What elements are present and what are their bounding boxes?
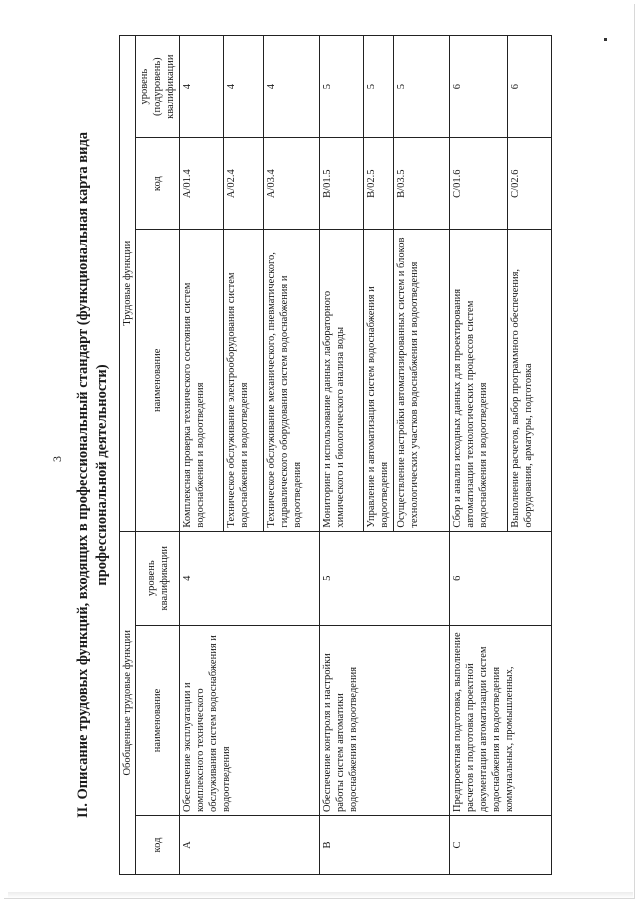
tf-code-cell: B/01.5 [320,138,364,230]
page-shadow [8,892,633,898]
gf-name-cell: Обеспечение контроля и настройки работы систем автоматики водоснабжения и водоотведения [320,625,450,815]
tf-level-cell: 6 [508,36,552,138]
header-level: уровень квалификации [136,531,180,625]
tf-code-cell: A/02.4 [224,138,264,230]
tf-level-cell: 4 [180,36,224,138]
gf-code-cell: A [180,816,320,875]
tf-name-cell: Техническое обслуживание электрооборудования систем водоснабжения и водоотведения [224,230,264,532]
gf-name-cell: Обеспечение эксплуатации и комплексного технического обслуживания систем водоснабжения и водоотведения [180,625,320,815]
tf-level-cell: 5 [364,36,394,138]
tf-code-cell: B/02.5 [364,138,394,230]
table-row [180,36,224,875]
tf-level-cell: 6 [450,36,508,138]
gf-name-cell: Предпроектная подготовка, выполнение расчетов и подготовка проектной документации автоматизации систем водоснабжения и водоотведения коммунальных, промышленных, [450,625,552,815]
tf-code-cell: C/01.6 [450,138,508,230]
tf-level-cell: 5 [394,36,450,138]
table-row [320,36,364,875]
header-name: наименование [136,625,180,815]
table-column-header-row [136,36,180,875]
gf-code-cell: C [450,816,552,875]
tf-code-cell: B/03.5 [394,138,450,230]
tf-level-cell: 4 [264,36,320,138]
header-generalized-functions: Обобщенные трудовые функции [120,531,136,874]
tf-code-cell: A/03.4 [264,138,320,230]
section-heading-line1: II. Описание трудовых функций, входящих в профессиональный стандарт (функциональная карта вида [75,131,91,819]
page-number: 3 [50,456,64,462]
tf-code-cell: C/02.6 [508,138,552,230]
gf-level-cell: 6 [450,531,552,625]
header-tf-name: наименование [136,230,180,532]
tf-name-cell: Выполнение расчетов, выбор программного обеспечения, оборудования, арматуры, подготовка [508,230,552,532]
table-group-header-row [120,36,136,875]
header-labor-functions: Трудовые функции [120,36,136,532]
tf-level-cell: 5 [320,36,364,138]
section-heading [74,80,112,870]
header-code: код [136,816,180,875]
header-tf-level: уровень (подуровень) квалификации [136,36,180,138]
tf-name-cell: Управление и автоматизация систем водоснабжения и водоотведения [364,230,394,532]
tf-code-cell: A/01.4 [180,138,224,230]
rotated-content [10,25,610,890]
tf-name-cell: Техническое обслуживание механического, пневматического, гидравлического оборудования систем водоснабжения и водоотведения [264,230,320,532]
gf-code-cell: B [320,816,450,875]
header-tf-code: код [136,138,180,230]
gf-level-cell: 4 [180,531,320,625]
table-row [450,36,508,875]
gf-level-cell: 5 [320,531,450,625]
tf-name-cell: Осуществление настройки автоматизированных систем и блоков технологических участков водоснабжения и водоотведения [394,230,450,532]
tf-name-cell: Комплексная проверка технического состояния систем водоснабжения и водоотведения [180,230,224,532]
section-heading-line2: профессиональной деятельности) [94,364,110,586]
tf-level-cell: 4 [224,36,264,138]
tf-name-cell: Сбор и анализ исходных данных для проектирования автоматизации технологических процессов систем водоснабжения и водоотведения [450,230,508,532]
tf-name-cell: Мониторинг и использование данных лабораторного химического и биологического анализа воды [320,230,364,532]
functions-table [119,35,552,875]
